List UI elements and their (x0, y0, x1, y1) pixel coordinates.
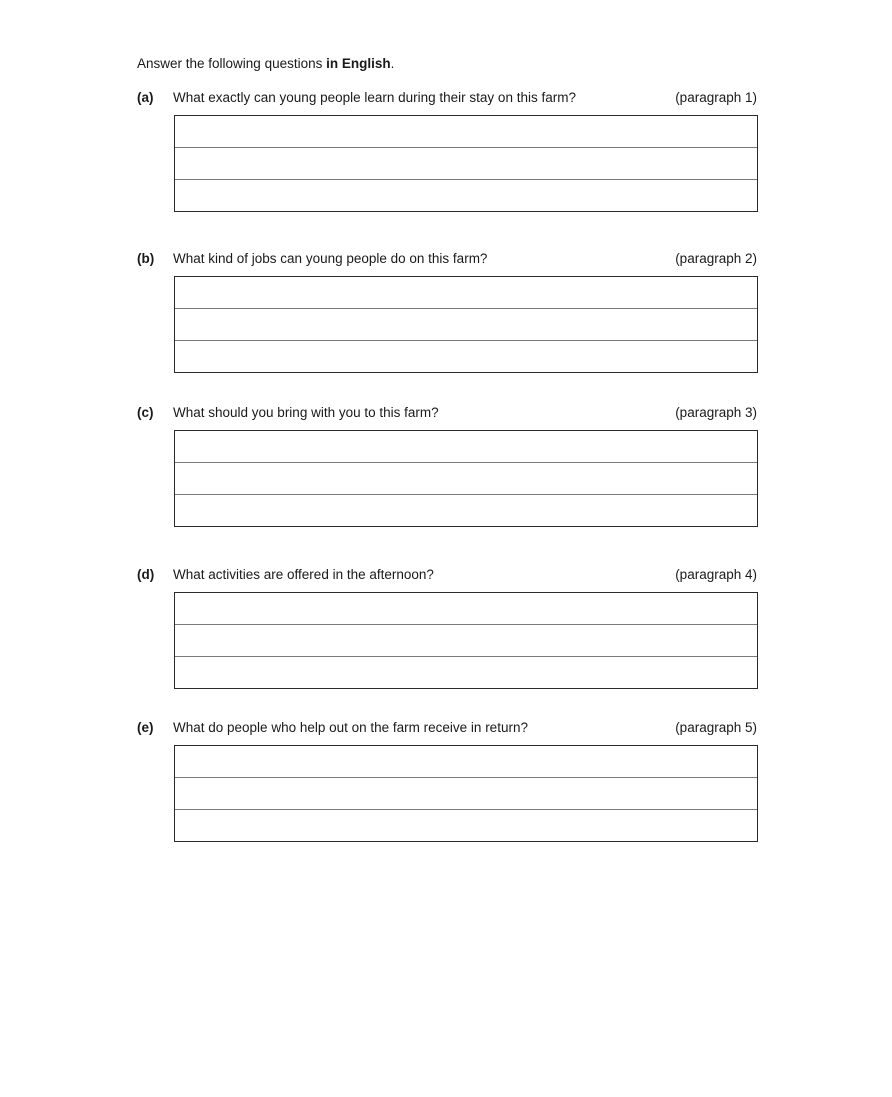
question-text: What exactly can young people learn during their stay on this farm? (173, 90, 576, 105)
answer-line[interactable] (175, 810, 757, 841)
answer-box (174, 430, 758, 527)
paragraph-reference: (paragraph 3) (675, 405, 757, 420)
paragraph-reference: (paragraph 2) (675, 251, 757, 266)
answer-line[interactable] (175, 431, 757, 463)
question-c (137, 404, 759, 422)
question-e (137, 719, 759, 737)
question-text: What should you bring with you to this farm? (173, 405, 439, 420)
answer-line[interactable] (175, 341, 757, 372)
answer-box (174, 276, 758, 373)
paragraph-reference: (paragraph 5) (675, 720, 757, 735)
question-letter: (e) (137, 720, 154, 735)
answer-box (174, 745, 758, 842)
question-header (137, 404, 759, 422)
instruction-emphasis: in English (326, 56, 391, 71)
question-header (137, 719, 759, 737)
answer-line[interactable] (175, 625, 757, 657)
answer-line[interactable] (175, 309, 757, 341)
question-header (137, 250, 759, 268)
answer-line[interactable] (175, 593, 757, 625)
question-b (137, 250, 759, 268)
answer-line[interactable] (175, 148, 757, 180)
question-text: What activities are offered in the afternoon? (173, 567, 434, 582)
question-header (137, 89, 759, 107)
instruction-suffix: . (390, 56, 395, 71)
question-d (137, 566, 759, 584)
question-text: What do people who help out on the farm receive in return? (173, 720, 528, 735)
question-text: What kind of jobs can young people do on this farm? (173, 251, 488, 266)
question-letter: (a) (137, 90, 154, 105)
instructions-text (137, 55, 394, 73)
paragraph-reference: (paragraph 1) (675, 90, 757, 105)
question-header (137, 566, 759, 584)
answer-line[interactable] (175, 746, 757, 778)
answer-line[interactable] (175, 778, 757, 810)
answer-box (174, 115, 758, 212)
answer-line[interactable] (175, 463, 757, 495)
answer-line[interactable] (175, 277, 757, 309)
answer-line[interactable] (175, 116, 757, 148)
question-letter: (b) (137, 251, 155, 266)
question-letter: (d) (137, 567, 155, 582)
answer-box (174, 592, 758, 689)
paragraph-reference: (paragraph 4) (675, 567, 757, 582)
instruction-prefix: Answer the following questions (137, 56, 327, 71)
answer-line[interactable] (175, 180, 757, 211)
question-a (137, 89, 759, 107)
question-letter: (c) (137, 405, 154, 420)
answer-line[interactable] (175, 495, 757, 526)
answer-line[interactable] (175, 657, 757, 688)
